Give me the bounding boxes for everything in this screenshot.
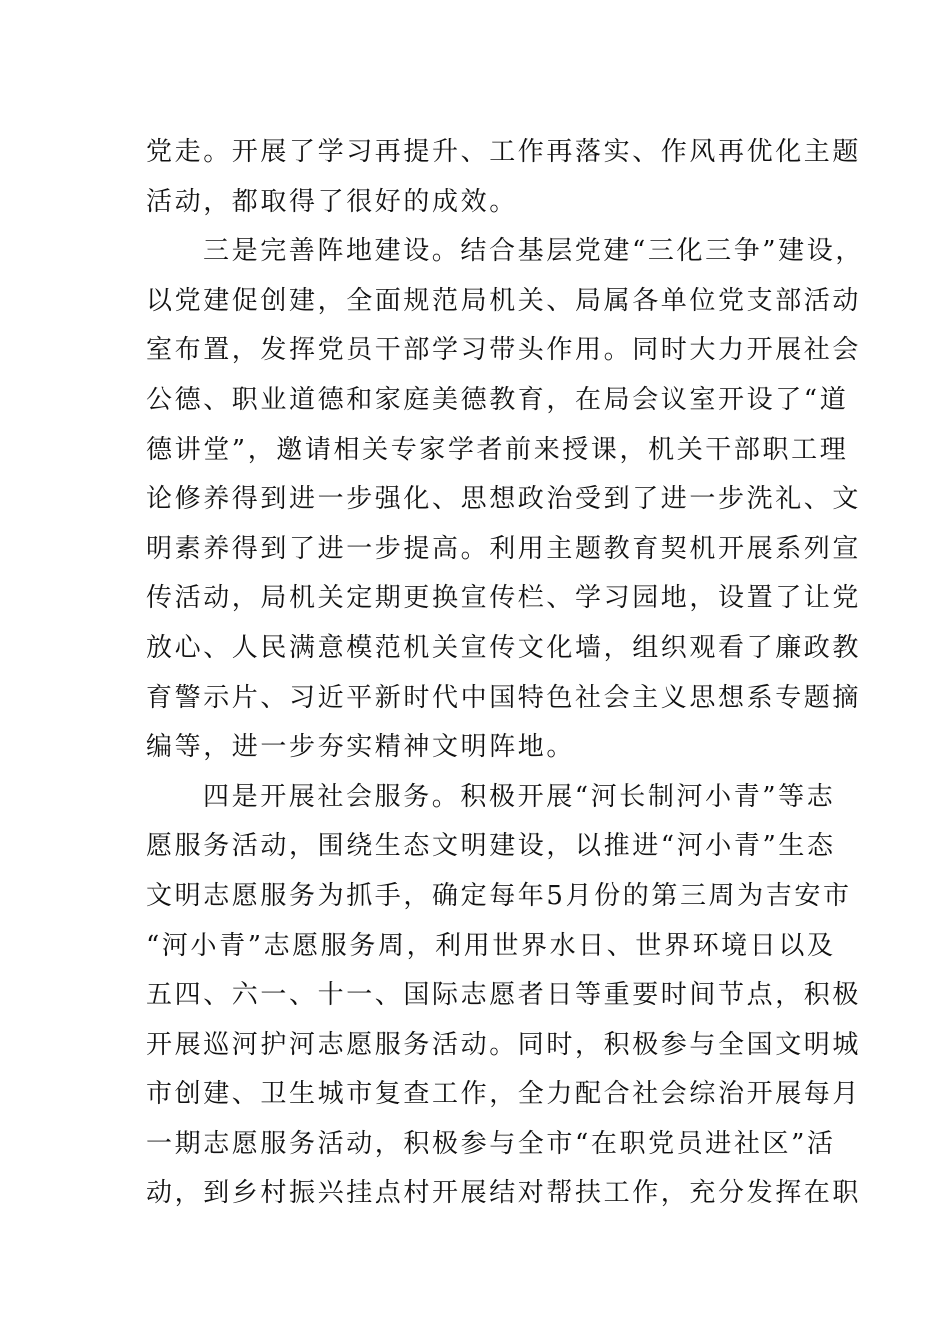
text-line: 五四、六一、十一、国际志愿者日等重要时间节点，积极 (146, 980, 862, 1011)
document-body (146, 128, 864, 1219)
paragraph-position-building (146, 227, 864, 773)
text-line: 德讲堂”，邀请相关专家学者前来授课，机关干部职工理 (146, 434, 849, 465)
text-line: 室布置，发挥党员干部学习带头作用。同时大力开展社会 (146, 335, 862, 366)
text-line: 育警示片、习近平新时代中国特色社会主义思想系专题摘 (146, 682, 862, 713)
text-line: 明素养得到了进一步提高。利用主题教育契机开展系列宣 (146, 533, 862, 564)
text-line: 以党建促创建，全面规范局机关、局属各单位党支部活动 (146, 285, 862, 316)
paragraph-continuation (146, 128, 862, 227)
text-line: 四是开展社会服务。积极开展“河长制河小青”等志 (203, 781, 836, 812)
text-line: 党走。开展了学习再提升、工作再落实、作风再优化主题 (146, 137, 862, 167)
text-line: 文明志愿服务为抓手，确定每年5月份的第三周为吉安市 (146, 880, 852, 911)
text-line: 开展巡河护河志愿服务活动。同时，积极参与全国文明城 (146, 1029, 862, 1060)
text-line: 一期志愿服务活动，积极参与全市“在职党员进社区”活 (146, 1128, 836, 1159)
text-line: 动，到乡村振兴挂点村开展结对帮扶工作，充分发挥在职 (146, 1178, 862, 1209)
text-line: 传活动，局机关定期更换宣传栏、学习园地，设置了让党 (146, 583, 862, 614)
paragraph-social-service (146, 773, 862, 1219)
text-line: 三是完善阵地建设。结合基层党建“三化三争”建设， (203, 236, 864, 267)
text-line: 放心、人民满意模范机关宣传文化墙，组织观看了廉政教 (146, 632, 862, 663)
text-line: 编等，进一步夯实精神文明阵地。 (146, 732, 576, 763)
text-line: 愿服务活动，围绕生态文明建设，以推进“河小青”生态 (146, 831, 836, 862)
text-line: 公德、职业道德和家庭美德教育，在局会议室开设了“道 (146, 384, 849, 415)
text-line: “河小青”志愿服务周，利用世界水日、世界环境日以及 (146, 930, 836, 961)
text-line: 论修养得到进一步强化、思想政治受到了进一步洗礼、文 (146, 484, 862, 515)
text-line: 活动，都取得了很好的成效。 (146, 186, 518, 217)
text-line: 市创建、卫生城市复查工作，全力配合社会综治开展每月 (146, 1079, 862, 1110)
